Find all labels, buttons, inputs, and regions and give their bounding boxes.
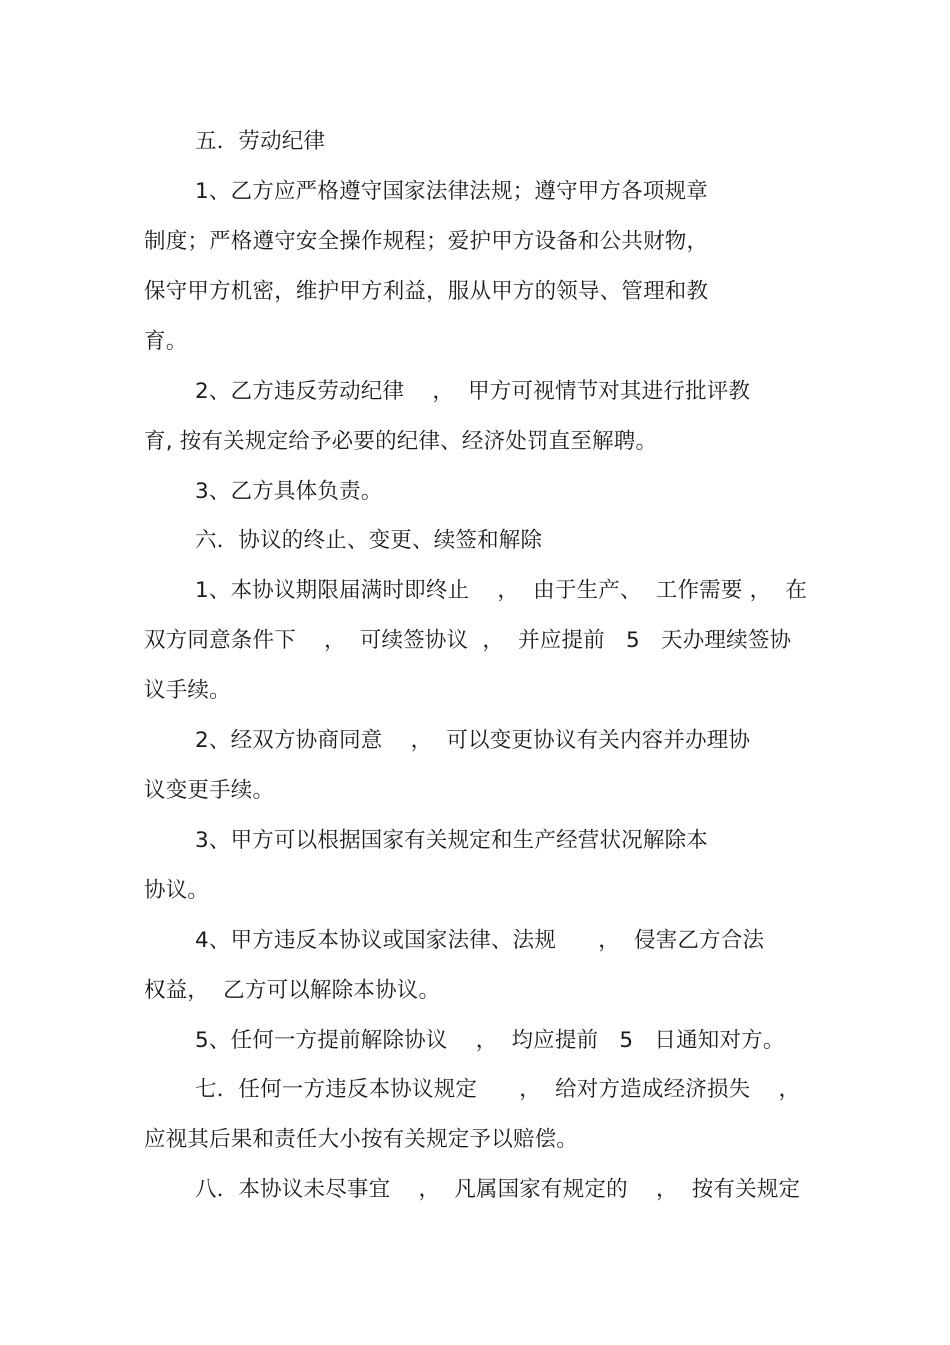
paragraph-line: 1、本协议期限届满时即终止 ， 由于生产、 工作需要 ， 在	[195, 578, 808, 603]
paragraph-line: 应视其后果和责任大小按有关规定予以赔偿。	[144, 1127, 579, 1152]
paragraph-line: 育, 按有关规定给予必要的纪律、经济处罚直至解聘。	[144, 429, 658, 454]
paragraph-line: 双方同意条件下 ， 可续签协议 ， 并应提前 5 天办理续签协	[144, 628, 792, 653]
paragraph-line: 2、乙方违反劳动纪律 ， 甲方可视情节对其进行批评教	[195, 379, 751, 404]
section-heading-compensation: 七．任何一方违反本协议规定 ， 给对方造成经济损失 ，	[195, 1077, 801, 1102]
paragraph-line: 协议。	[144, 878, 210, 903]
section-heading-unfinished-matters: 八．本协议未尽事宜 ， 凡属国家有规定的 ， 按有关规定	[195, 1177, 801, 1202]
paragraph-line: 议手续。	[144, 678, 231, 703]
paragraph-line: 育。	[144, 329, 188, 354]
paragraph-line: 议变更手续。	[144, 778, 275, 803]
section-heading-termination: 六．协议的终止、变更、续签和解除	[195, 528, 543, 553]
paragraph-line: 保守甲方机密，维护甲方利益，服从甲方的领导、管理和教	[144, 279, 709, 304]
paragraph-line: 1、乙方应严格遵守国家法律法规；遵守甲方各项规章	[195, 179, 708, 204]
paragraph-line: 3、乙方具体负责。	[195, 479, 383, 504]
paragraph-line: 5、任何一方提前解除协议 ， 均应提前 5 日通知对方。	[195, 1028, 785, 1053]
section-heading-labor-discipline: 五．劳动纪律	[195, 129, 326, 154]
paragraph-line: 权益， 乙方可以解除本协议。	[144, 978, 441, 1003]
paragraph-line: 3、甲方可以根据国家有关规定和生产经营状况解除本	[195, 828, 708, 853]
paragraph-line: 4、甲方违反本协议或国家法律、法规 ， 侵害乙方合法	[195, 928, 765, 953]
paragraph-line: 制度；严格遵守安全操作规程；爱护甲方设备和公共财物，	[144, 229, 709, 254]
paragraph-line: 2、经双方协商同意 ， 可以变更协议有关内容并办理协	[195, 728, 751, 753]
